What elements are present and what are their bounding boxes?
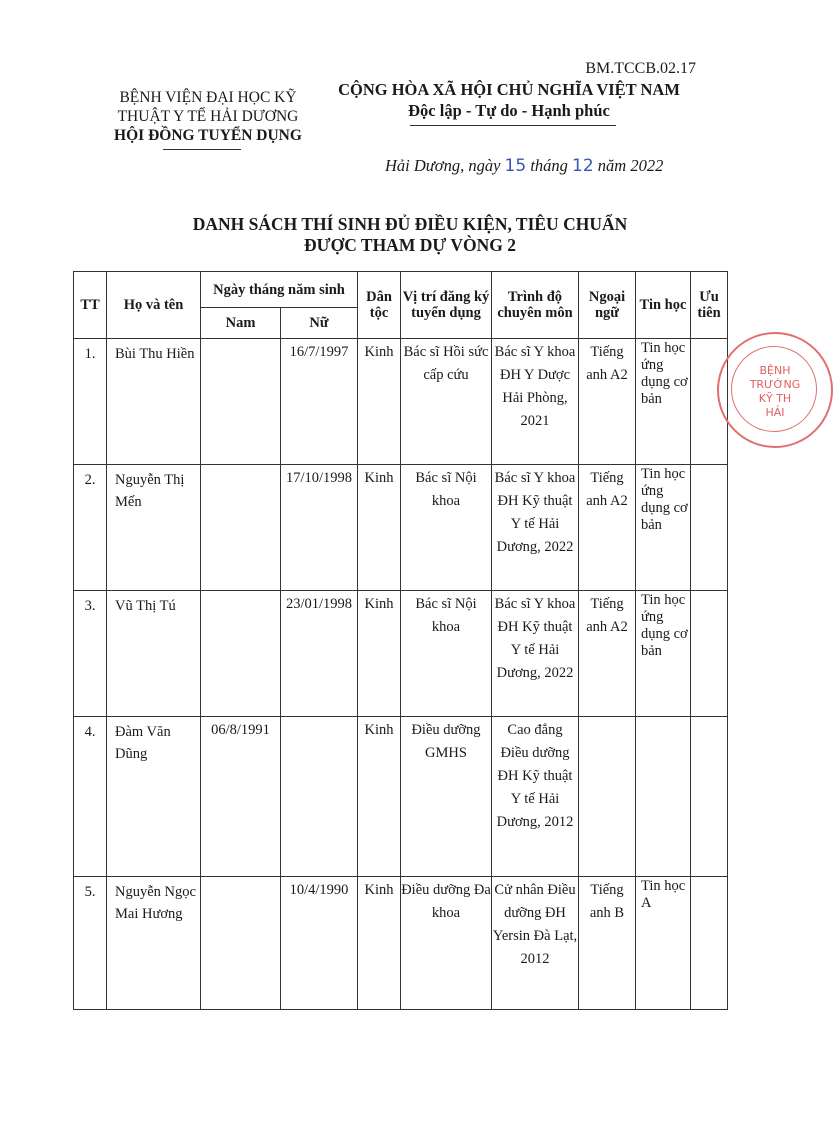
date-year: năm 2022 <box>597 156 664 175</box>
table-row <box>74 465 728 591</box>
row-qualification: Bác sĩ Y khoa ĐH Y Dược Hải Phòng, 2021 <box>492 339 579 465</box>
title-line-2: ĐƯỢC THAM DỰ VÒNG 2 <box>304 235 516 255</box>
header-name: Họ và tên <box>107 272 201 339</box>
row-language: Tiếng anh A2 <box>579 339 636 465</box>
row-ethnic: Kinh <box>358 591 401 717</box>
row-it: Tin học ứng dụng cơ bản <box>636 465 691 591</box>
header-it: Tin học <box>636 272 691 339</box>
row-position: Điều dưỡng Đa khoa <box>401 877 492 1010</box>
row-position: Bác sĩ Hồi sức cấp cứu <box>401 339 492 465</box>
row-name: Nguyễn Thị Mến <box>107 465 201 591</box>
row-priority <box>691 717 728 877</box>
left-divider <box>163 149 241 150</box>
row-male-dob: 06/8/1991 <box>201 717 281 877</box>
header-row-1 <box>74 272 728 308</box>
row-it <box>636 717 691 877</box>
row-ethnic: Kinh <box>358 717 401 877</box>
row-language: Tiếng anh A2 <box>579 591 636 717</box>
row-male-dob <box>201 465 281 591</box>
header-tt: TT <box>74 272 107 339</box>
table-row <box>74 339 728 465</box>
row-language: Tiếng anh B <box>579 877 636 1010</box>
red-seal-stamp <box>717 332 833 448</box>
row-priority <box>691 591 728 717</box>
date-month: 12 <box>572 156 594 176</box>
row-female-dob: 23/01/1998 <box>281 591 358 717</box>
header-ethnic: Dân tộc <box>358 272 401 339</box>
national-header <box>330 79 688 121</box>
stamp-text: BỆNH TRƯỜNG KỸ TH HẢI <box>749 364 801 419</box>
title-line-1: DANH SÁCH THÍ SINH ĐỦ ĐIỀU KIỆN, TIÊU CHUẨN <box>192 214 628 234</box>
document-date <box>385 156 685 176</box>
candidate-table <box>73 271 728 1010</box>
right-divider <box>410 125 616 126</box>
header-male: Nam <box>201 308 281 339</box>
national-title: CỘNG HÒA XÃ HỘI CHỦ NGHĨA VIỆT NAM <box>338 80 680 99</box>
row-language <box>579 717 636 877</box>
national-motto: Độc lập - Tự do - Hạnh phúc <box>408 101 610 120</box>
date-month-label: tháng <box>530 156 568 175</box>
row-qualification: Bác sĩ Y khoa ĐH Kỹ thuật Y tế Hải Dương, 2022 <box>492 591 579 717</box>
row-priority <box>691 877 728 1010</box>
row-position: Bác sĩ Nội khoa <box>401 591 492 717</box>
header-dob: Ngày tháng năm sinh <box>201 272 358 308</box>
row-female-dob: 10/4/1990 <box>281 877 358 1010</box>
header-priority: Ưu tiên <box>691 272 728 339</box>
row-tt: 2. <box>74 465 107 591</box>
header-language: Ngoại ngữ <box>579 272 636 339</box>
issuing-organization <box>103 88 313 145</box>
form-code: BM.TCCB.02.17 <box>585 60 696 77</box>
row-name: Bùi Thu Hiền <box>107 339 201 465</box>
row-language: Tiếng anh A2 <box>579 465 636 591</box>
row-tt: 3. <box>74 591 107 717</box>
header-qualification: Trình độ chuyên môn <box>492 272 579 339</box>
org-line-3: HỘI ĐỒNG TUYỂN DỤNG <box>114 127 302 144</box>
row-it: Tin học ứng dụng cơ bản <box>636 591 691 717</box>
row-tt: 4. <box>74 717 107 877</box>
date-day: 15 <box>504 156 527 176</box>
row-qualification: Cao đẳng Điều dưỡng ĐH Kỹ thuật Y tế Hải Dương, 2012 <box>492 717 579 877</box>
row-female-dob: 17/10/1998 <box>281 465 358 591</box>
row-female-dob: 16/7/1997 <box>281 339 358 465</box>
row-male-dob <box>201 877 281 1010</box>
table-row <box>74 717 728 877</box>
row-ethnic: Kinh <box>358 339 401 465</box>
row-priority <box>691 465 728 591</box>
org-line-2: THUẬT Y TẾ HẢI DƯƠNG <box>117 108 299 125</box>
row-male-dob <box>201 591 281 717</box>
table-row <box>74 877 728 1010</box>
row-position: Bác sĩ Nội khoa <box>401 465 492 591</box>
row-tt: 1. <box>74 339 107 465</box>
row-it: Tin học A <box>636 877 691 1010</box>
header-position: Vị trí đăng ký tuyển dụng <box>401 272 492 339</box>
date-prefix: Hải Dương, ngày <box>385 156 501 175</box>
row-tt: 5. <box>74 877 107 1010</box>
row-position: Điều dưỡng GMHS <box>401 717 492 877</box>
row-it: Tin học ứng dụng cơ bản <box>636 339 691 465</box>
row-female-dob <box>281 717 358 877</box>
row-qualification: Bác sĩ Y khoa ĐH Kỹ thuật Y tế Hải Dương, 2022 <box>492 465 579 591</box>
row-name: Nguyễn Ngọc Mai Hương <box>107 877 201 1010</box>
row-qualification: Cử nhân Điều dưỡng ĐH Yersin Đà Lạt, 2012 <box>492 877 579 1010</box>
row-ethnic: Kinh <box>358 465 401 591</box>
header-female: Nữ <box>281 308 358 339</box>
org-line-1: BỆNH VIỆN ĐẠI HỌC KỸ <box>119 89 297 106</box>
row-name: Vũ Thị Tú <box>107 591 201 717</box>
document-title <box>150 214 670 256</box>
row-male-dob <box>201 339 281 465</box>
row-name: Đàm Văn Dũng <box>107 717 201 877</box>
row-ethnic: Kinh <box>358 877 401 1010</box>
table-row <box>74 591 728 717</box>
